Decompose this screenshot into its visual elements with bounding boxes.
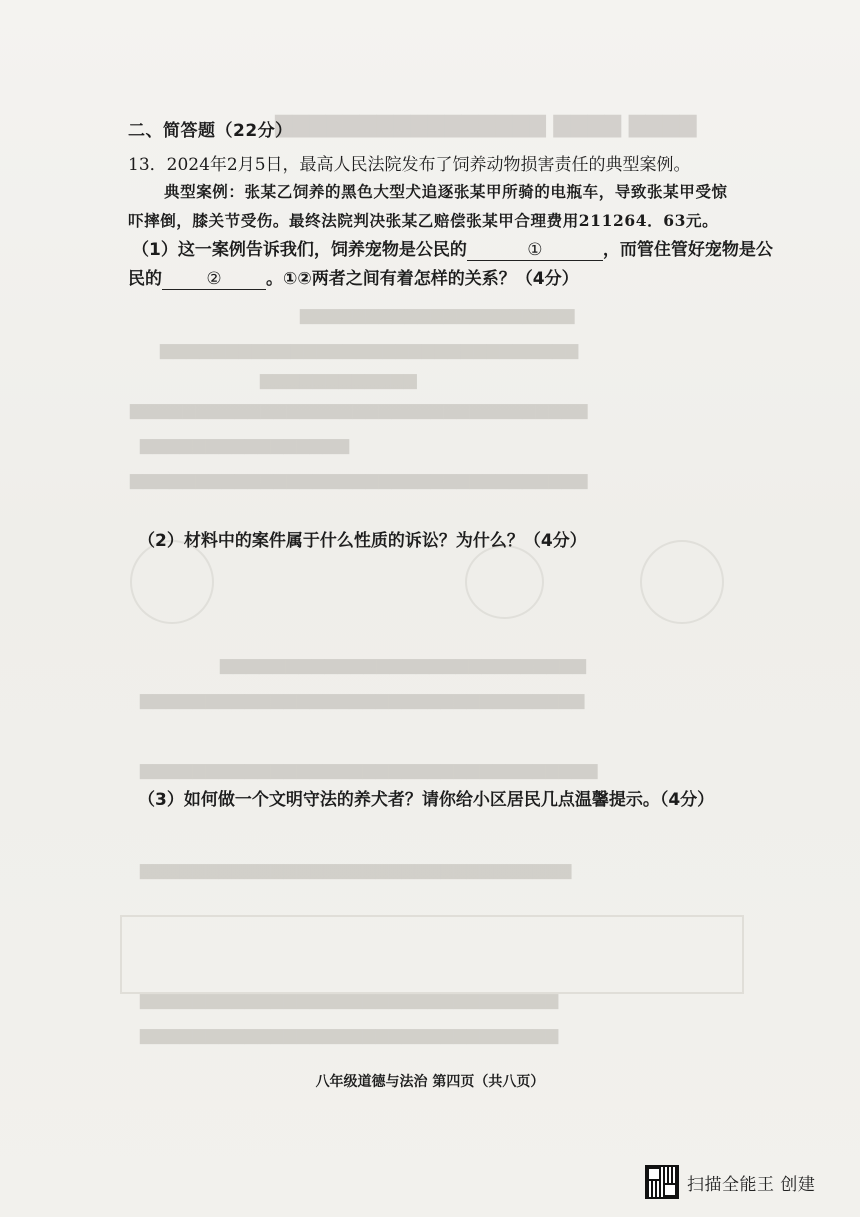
- answer-blank-2[interactable]: ②: [162, 270, 266, 290]
- answer-blank-1[interactable]: ①: [467, 241, 603, 261]
- bleed-through-text: ▆▆▆▆▆▆▆▆▆▆▆▆▆▆▆▆: [140, 435, 350, 455]
- question-intro: 13．2024年2月5日，最高人民法院发布了饲养动物损害责任的典型案例。: [128, 155, 691, 175]
- sub-question-2: （2）材料中的案件属于什么性质的诉讼？为什么？（4分）: [138, 531, 587, 551]
- bleed-through-text: ▆▆▆▆▆▆▆▆▆▆▆▆: [260, 370, 417, 390]
- qr-code-icon: [645, 1165, 679, 1199]
- bleed-through-text: ▆▆▆▆▆▆▆▆▆▆▆▆▆▆▆▆▆▆▆▆▆▆▆▆▆▆▆▆▆▆▆▆: [140, 1025, 559, 1045]
- bleed-through-text: ▆▆▆▆▆▆▆▆▆▆▆▆▆▆▆▆▆▆▆▆▆▆▆▆▆▆▆▆▆▆▆▆▆: [140, 860, 572, 880]
- bleed-through-text: ▆▆▆▆▆▆▆▆▆▆▆▆▆▆▆▆▆▆▆▆▆▆▆▆▆▆▆▆▆▆▆▆▆▆▆: [130, 470, 588, 490]
- scanner-watermark: [645, 1163, 815, 1201]
- watermark-text: 扫描全能王 创建: [687, 1174, 816, 1195]
- bleed-through-emblem: [465, 545, 544, 619]
- case-label: 典型案例：: [164, 182, 245, 201]
- sub-question-1-text-c: 民的: [128, 269, 162, 289]
- bleed-through-text: ▆▆▆▆▆▆▆▆▆▆▆▆▆▆▆▆▆▆▆▆▆▆▆▆▆▆▆▆▆▆▆▆: [160, 340, 579, 360]
- bleed-through-box: [120, 915, 744, 994]
- bleed-through-text: ▆▆▆▆▆▆▆▆▆▆▆▆▆▆▆▆▆▆▆▆▆▆▆▆▆▆▆▆▆▆▆▆▆▆▆: [140, 760, 598, 780]
- bleed-through-text: ▆▆▆▆▆▆▆▆▆▆▆▆▆▆▆▆▆▆▆▆▆▆▆▆▆▆▆▆▆▆▆▆▆▆: [140, 690, 585, 710]
- sub-question-1-text-b: ，而管住管好宠物是公: [602, 240, 773, 260]
- sub-question-1-text-a: （1）这一案例告诉我们，饲养宠物是公民的: [132, 240, 467, 260]
- bleed-through-emblem: [130, 540, 214, 624]
- sub-question-1-line-2: [128, 264, 579, 290]
- bleed-through-text: ▇▇▇▇ ▇▇▇▇ ▇▇▇▇▇▇▇▇▇▇▇▇▇▇▇▇: [275, 112, 697, 138]
- bleed-through-text: ▆▆▆▆▆▆▆▆▆▆▆▆▆▆▆▆▆▆▆▆▆▆▆▆▆▆▆▆: [220, 655, 587, 675]
- page-footer: 八年级道德与法治 第四页（共八页）: [315, 1074, 545, 1090]
- section-title: 二、简答题（22分）: [128, 121, 293, 141]
- case-text-1: 张某乙饲养的黑色大型犬追逐张某甲所骑的电瓶车，导致张某甲受惊: [244, 182, 728, 201]
- bleed-through-text: ▆▆▆▆▆▆▆▆▆▆▆▆▆▆▆▆▆▆▆▆▆: [300, 305, 575, 325]
- case-line-1: [164, 180, 728, 202]
- sub-question-3: （3）如何做一个文明守法的养犬者？请你给小区居民几点温馨提示。（4分）: [138, 790, 715, 810]
- sub-question-1-text-d: 。①②两者之间有着怎样的关系？（4分）: [266, 269, 579, 289]
- case-line-2: 吓摔倒，膝关节受伤。最终法院判决张某乙赔偿张某甲合理费用211264．63元。: [128, 211, 719, 230]
- bleed-through-text: ▆▆▆▆▆▆▆▆▆▆▆▆▆▆▆▆▆▆▆▆▆▆▆▆▆▆▆▆▆▆▆▆▆▆▆: [130, 400, 588, 420]
- bleed-through-text: ▆▆▆▆▆▆▆▆▆▆▆▆▆▆▆▆▆▆▆▆▆▆▆▆▆▆▆▆▆▆▆▆: [140, 990, 559, 1010]
- sub-question-1-line-1: [132, 235, 773, 261]
- bleed-through-emblem: [640, 540, 724, 624]
